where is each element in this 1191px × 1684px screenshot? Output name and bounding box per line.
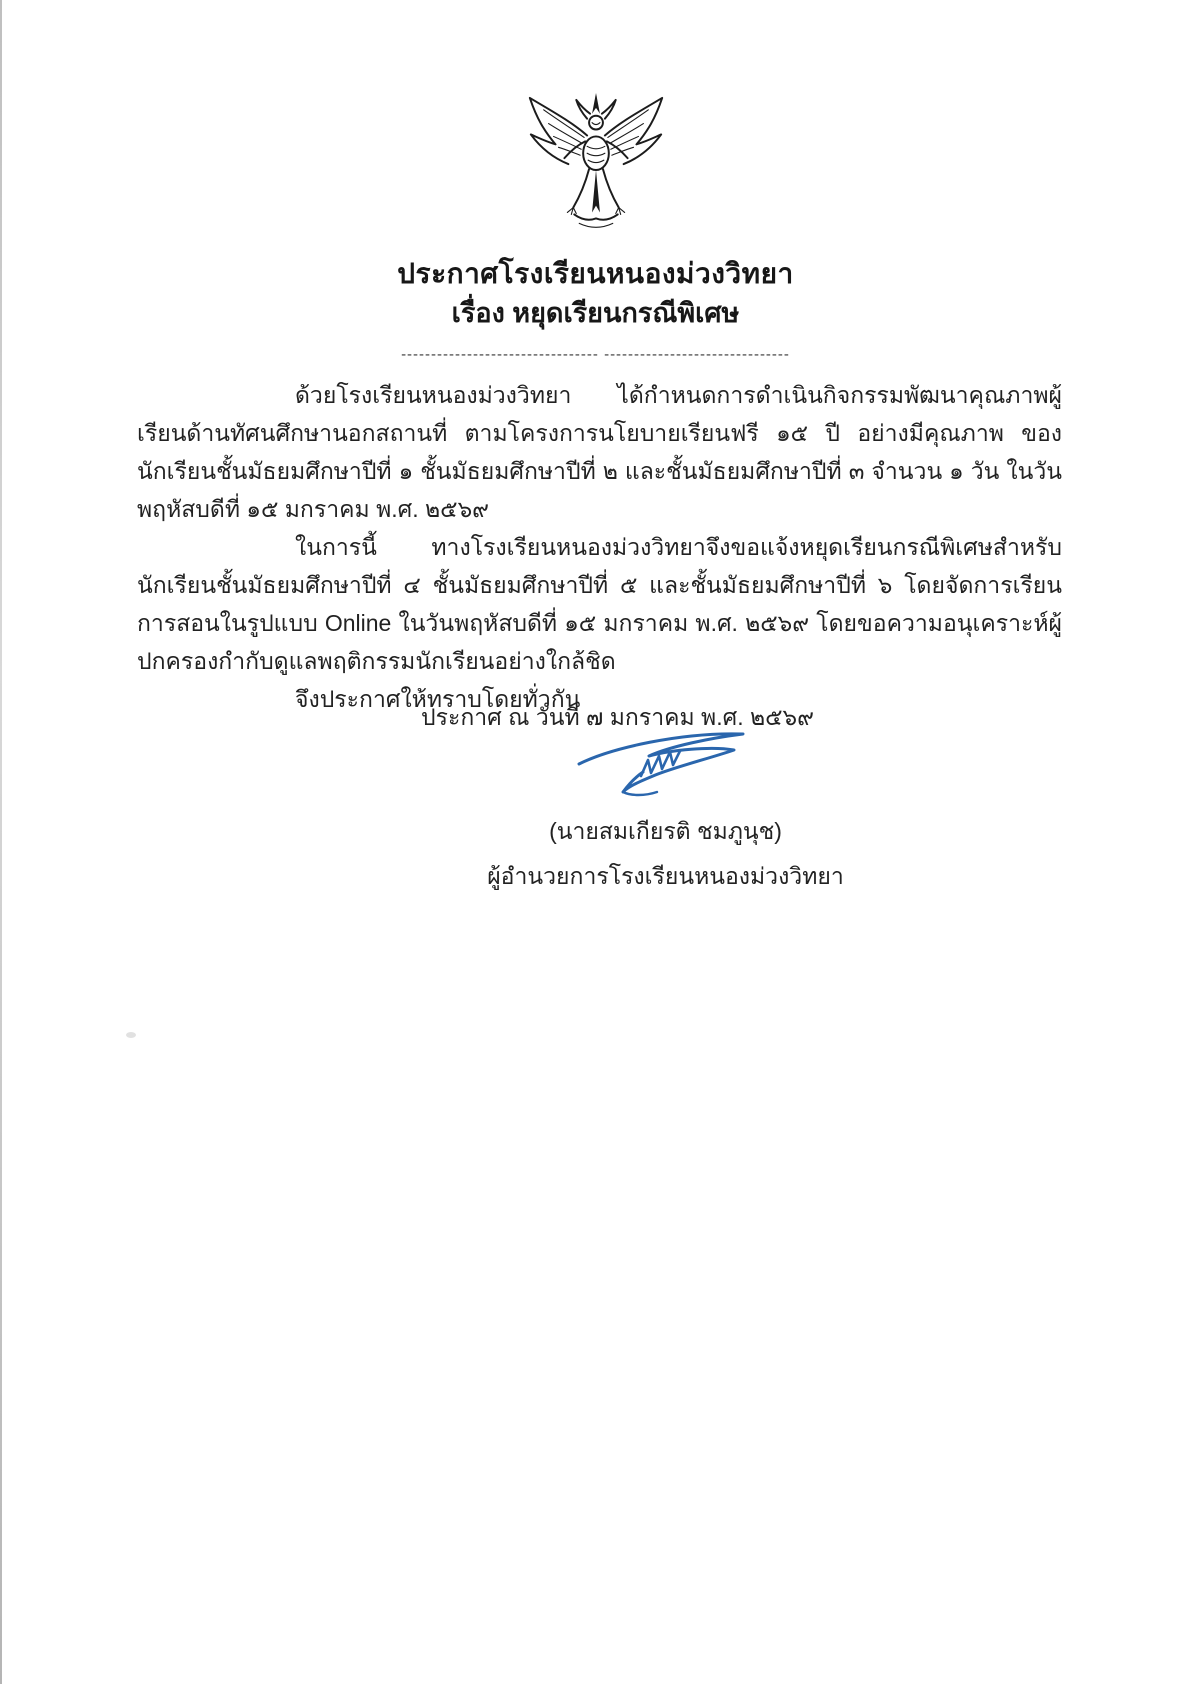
paragraph-1: ด้วยโรงเรียนหนองม่วงวิทยา ได้กำหนดการดำเนินกิจกรรมพัฒนาคุณภาพผู้เรียนด้านทัศนศึกษานอกสถานที่ ตามโครงการนโยบายเรียนฟรี ๑๕ ปี อย่างมีคุณภาพ ของนักเรียนชั้นมัธยมศึกษาปีที่ ๑ ชั้นมัธยมศึกษาปีที่ ๒ และชั้นมัธยมศึกษาปีที่ ๓ จำนวน ๑ วัน ในวันพฤหัสบดีที่ ๑๕ มกราคม พ.ศ. ๒๕๖๙ — [137, 382, 1062, 522]
signature-icon — [571, 726, 761, 812]
scan-smudge — [126, 1032, 136, 1038]
announcement-title: ประกาศโรงเรียนหนองม่วงวิทยา — [397, 258, 794, 289]
garuda-emblem-icon — [521, 92, 671, 250]
signature-block — [456, 726, 876, 895]
signer-name: (นายสมเกียรติ ชมภูนุช) — [549, 818, 782, 844]
signer-title: ผู้อำนวยการโรงเรียนหนองม่วงวิทยา — [487, 863, 844, 889]
body-text — [137, 376, 1062, 718]
dashed-divider: --------------------------------- ------------------------------- — [401, 346, 790, 363]
issued-date-line: ประกาศ ณ วันที่ ๗ มกราคม พ.ศ. ๒๕๖๙ — [421, 704, 814, 730]
paragraph-2: ในการนี้ ทางโรงเรียนหนองม่วงวิทยาจึงขอแจ้งหยุดเรียนกรณีพิเศษสำหรับนักเรียนชั้นมัธยมศึกษาปีที่ ๔ ชั้นมัธยมศึกษาปีที่ ๕ และชั้นมัธยมศึกษาปีที่ ๖ โดยจัดการเรียนการสอนในรูปแบบ Online ในวันพฤหัสบดีที่ ๑๕ มกราคม พ.ศ. ๒๕๖๙ โดยขอความอนุเคราะห์ผู้ปกครองกำกับดูแลพฤติกรรมนักเรียนอย่างใกล้ชิด — [137, 534, 1062, 674]
announcement-subject: เรื่อง หยุดเรียนกรณีพิเศษ — [451, 298, 740, 328]
closing-line: จึงประกาศให้ทราบโดยทั่วกัน — [295, 686, 581, 712]
